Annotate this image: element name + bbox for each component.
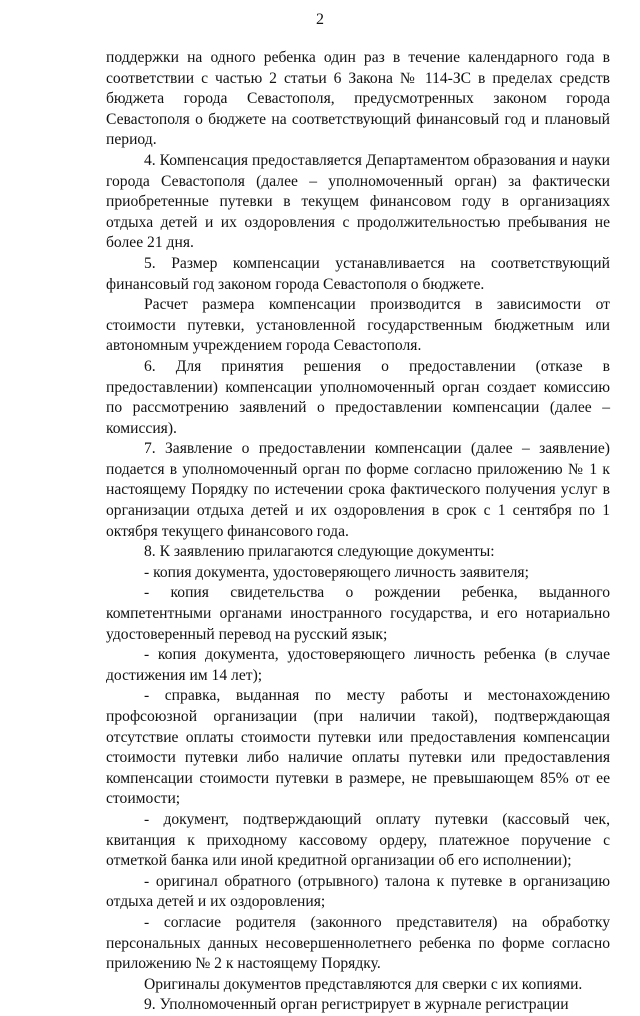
list-item-payment-document: - документ, подтверждающий оплату путевки (кассовый чек, квитанция к приходному кассовому ордеру, платежное поручение с отметкой банка или иной кредитной организации об его исполнении);	[106, 810, 610, 870]
list-item-union-certificate: - справка, выданная по месту работы и местонахождению профсоюзной организации (при наличии такой), подтверждающая отсутствие оплаты стоимости путевки или предоставления компенсации стоимости путевки либо наличие оплаты путевки или предоставления компенсации стоимости путевки в размере, не превышающем 85% от ее стоимости;	[106, 687, 610, 808]
paragraph-item-4: 4. Компенсация предоставляется Департаментом образования и науки города Севастополя (далее – уполномоченный орган) за фактически приобретенные путевки в текущем финансовом году в организациях отдыха детей и их оздоровления с продолжительностью пребывания не более 21 дня.	[106, 151, 610, 252]
list-item-child-id: - копия документа, удостоверяющего личность ребенка (в случае достижения им 14 лет);	[106, 646, 610, 684]
paragraph-item-8: 8. К заявлению прилагаются следующие документы:	[144, 543, 495, 561]
paragraph-calculation: Расчет размера компенсации производится в зависимости от стоимости путевки, установленной государственным бюджетным или автономным учреждением города Севастополя.	[106, 296, 610, 355]
list-item-birth-certificate: - копия свидетельства о рождении ребенка, выданного компетентными органами иностранного государства, и его нотариально удостоверенный перевод на русский язык;	[106, 584, 610, 643]
paragraph-1: поддержки на одного ребенка один раз в течение календарного года в соответствии с частью 2 статьи 6 Закона № 114-ЗС в пределах средств бюджета города Севастополя, предусмотренных законом города Севастополя о бюджете на соответствующий финансовый год и плановый период.	[106, 49, 610, 149]
paragraph-item-6: 6. Для принятия решения о предоставлении (отказе в предоставлении) компенсации уполномоченный орган создает комиссию по рассмотрению заявлений о предоставлении компенсации (далее – комиссия).	[106, 357, 610, 437]
document-body	[106, 48, 610, 1016]
list-item-return-coupon: - оригинал обратного (отрывного) талона к путевке в организацию отдыха детей и их оздоровления;	[106, 872, 610, 911]
paragraph-item-9: 9. Уполномоченный орган регистрирует в журнале регистрации	[144, 996, 569, 1014]
page-number: 2	[316, 11, 324, 28]
list-item-applicant-id: - копия документа, удостоверяющего личность заявителя;	[144, 563, 529, 581]
paragraph-originals: Оригиналы документов представляются для сверки с их копиями.	[144, 975, 583, 993]
list-item-parent-consent: - согласие родителя (законного представителя) на обработку персональных данных несовершеннолетнего ребенка по форме согласно приложению № 2 к настоящему Порядку.	[106, 913, 610, 973]
paragraph-item-5: 5. Размер компенсации устанавливается на соответствующий финансовый год законом города Севастополя о бюджете.	[106, 254, 610, 293]
paragraph-item-7: 7. Заявление о предоставлении компенсации (далее – заявление) подается в уполномоченный орган по форме согласно приложению № 1 к настоящему Порядку по истечении срока фактического получения услуг в организации отдыха детей и их оздоровления в срок с 1 сентября по 1 октября текущего финансового года.	[106, 440, 610, 540]
